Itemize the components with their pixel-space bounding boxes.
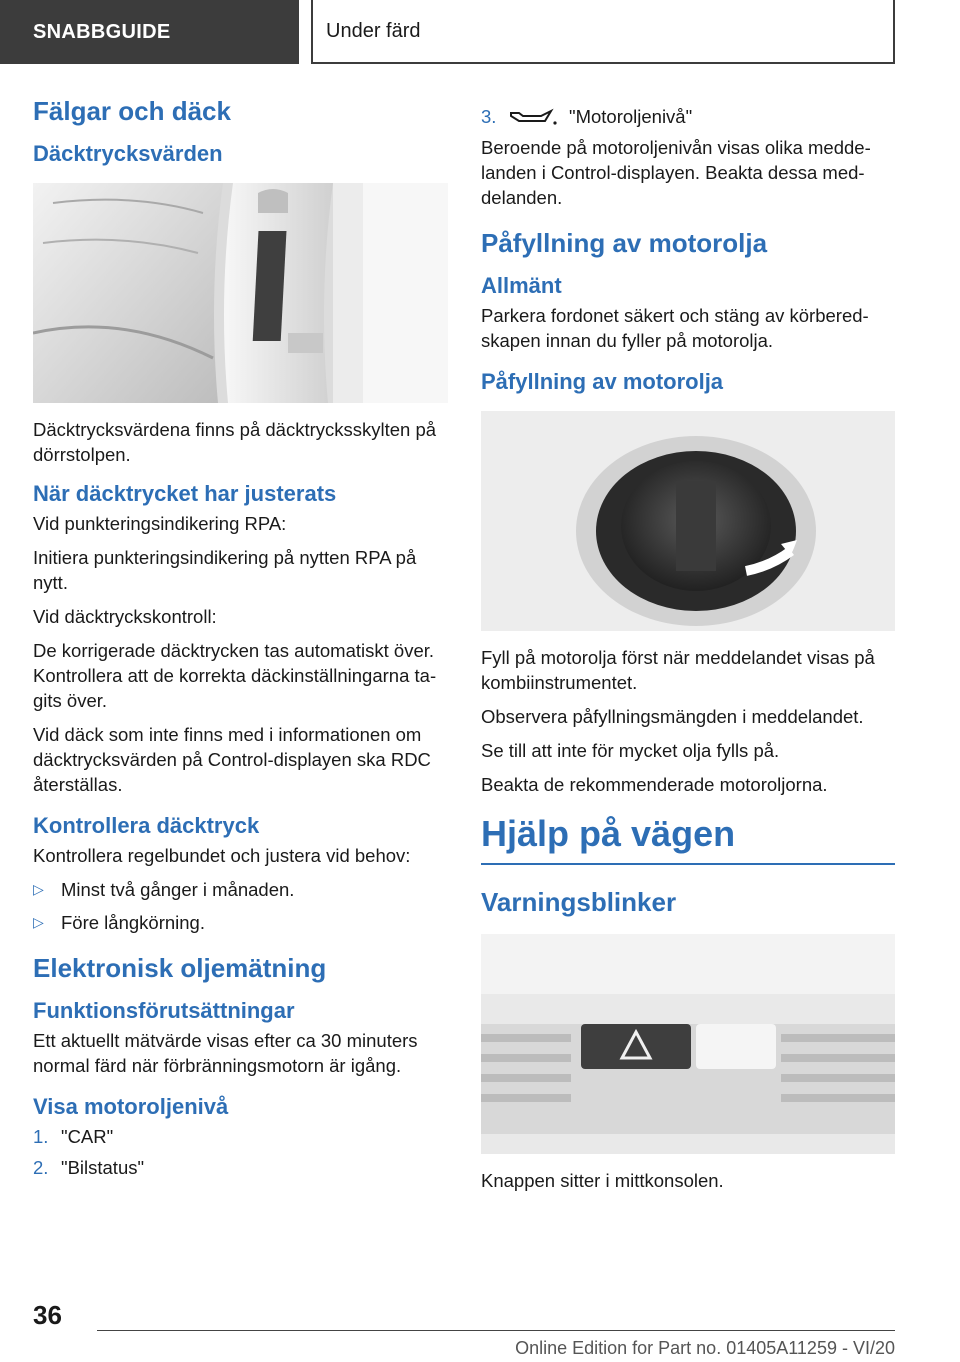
- triangle-bullet-icon: ▷: [33, 881, 44, 897]
- step-number: 3.: [481, 106, 497, 127]
- left-column: [33, 96, 448, 1186]
- control-text: De korrigerade däcktrycken tas automatiskt över. Kontrollera att de korrekta däckinställningarna ta-gits över.: [33, 640, 437, 711]
- rpa-label: Vid punkteringsindikering RPA:: [33, 513, 287, 534]
- requirements-text: Ett aktuellt mätvärde visas efter ca 30 minuters normal färd när förbränningsmotorn är igång.: [33, 1030, 418, 1076]
- list-item: [33, 1124, 448, 1149]
- list-item: [481, 104, 895, 129]
- bullet-text: Före långkörning.: [61, 912, 205, 933]
- footer-edition: Online Edition for Part no. 01405A11259 - VI/20: [515, 1338, 895, 1358]
- step-text: "Motoroljenivå": [569, 106, 693, 127]
- hazard-console-illustration: [481, 934, 895, 1154]
- list-item: [33, 910, 448, 935]
- door-pillar-image: [33, 183, 448, 403]
- step-text: "CAR": [61, 1126, 114, 1147]
- not-too-much-text: Se till att inte för mycket olja fylls på.: [481, 740, 780, 761]
- heading-pressure-values: Däcktrycksvärden: [33, 141, 223, 166]
- chapter-tab: Under färd: [311, 0, 895, 64]
- check-text: Kontrollera regelbundet och justera vid behov:: [33, 845, 411, 866]
- oil-can-icon: [509, 107, 559, 127]
- oil-messages-text: Beroende på motoroljenivån visas olika medde-landen i Control-displayen. Beakta dessa med-delanden.: [481, 137, 871, 208]
- rdc-text: Vid däck som inte finns med i informationen om däcktrycksvärden på Control-displayen ska RDC återställas.: [33, 724, 431, 795]
- hazard-text: Knappen sitter i mittkonsolen.: [481, 1170, 724, 1191]
- heading-roadside-help: Hjälp på vägen: [481, 813, 895, 865]
- footer-divider: [97, 1330, 895, 1331]
- page-number: 36: [33, 1300, 62, 1330]
- hazard-button-image: [481, 934, 895, 1154]
- section-tab: SNABBGUIDE: [0, 0, 299, 64]
- list-item: [33, 877, 448, 902]
- step-text: "Bilstatus": [61, 1157, 145, 1178]
- heading-general: Allmänt: [481, 273, 562, 298]
- heading-show-oil-level: Visa motoroljenivå: [33, 1094, 229, 1119]
- oil-filler-image: [481, 411, 895, 631]
- recommended-oils-text: Beakta de rekommenderade motoroljorna.: [481, 774, 828, 795]
- step-number: 1.: [33, 1126, 49, 1147]
- step-number: 2.: [33, 1157, 49, 1178]
- rpa-text: Initiera punkteringsindikering på nytten RPA på nytt.: [33, 547, 417, 593]
- heading-electronic-oil: Elektronisk oljemätning: [33, 953, 327, 983]
- general-text: Parkera fordonet säkert och stäng av körbered-skapen innan du fyller på motorolja.: [481, 305, 869, 351]
- heading-refill: Påfyllning av motorolja: [481, 228, 768, 258]
- oil-filler-cap-illustration: [481, 411, 895, 631]
- heading-hazard: Varningsblinker: [481, 887, 677, 917]
- bullet-text: Minst två gånger i månaden.: [61, 879, 295, 900]
- list-item: [33, 1155, 448, 1180]
- refill-first-text: Fyll på motorolja först när meddelandet visas på kombiinstrumentet.: [481, 647, 875, 693]
- door-pillar-illustration: [33, 183, 448, 403]
- right-column: [481, 104, 895, 1202]
- heading-tires: Fälgar och däck: [33, 96, 231, 126]
- pressure-values-text: Däcktrycksvärdena finns på däcktrycksskylten på dörrstolpen.: [33, 419, 437, 465]
- triangle-bullet-icon: ▷: [33, 914, 44, 930]
- heading-refill-2: Påfyllning av motorolja: [481, 369, 724, 394]
- heading-requirements: Funktionsförutsättningar: [33, 998, 295, 1023]
- control-label: Vid däcktryckskontroll:: [33, 606, 217, 627]
- heading-check-pressure: Kontrollera däcktryck: [33, 813, 260, 838]
- heading-adjusted: När däcktrycket har justerats: [33, 481, 337, 506]
- observe-text: Observera påfyllningsmängden i meddelandet.: [481, 706, 864, 727]
